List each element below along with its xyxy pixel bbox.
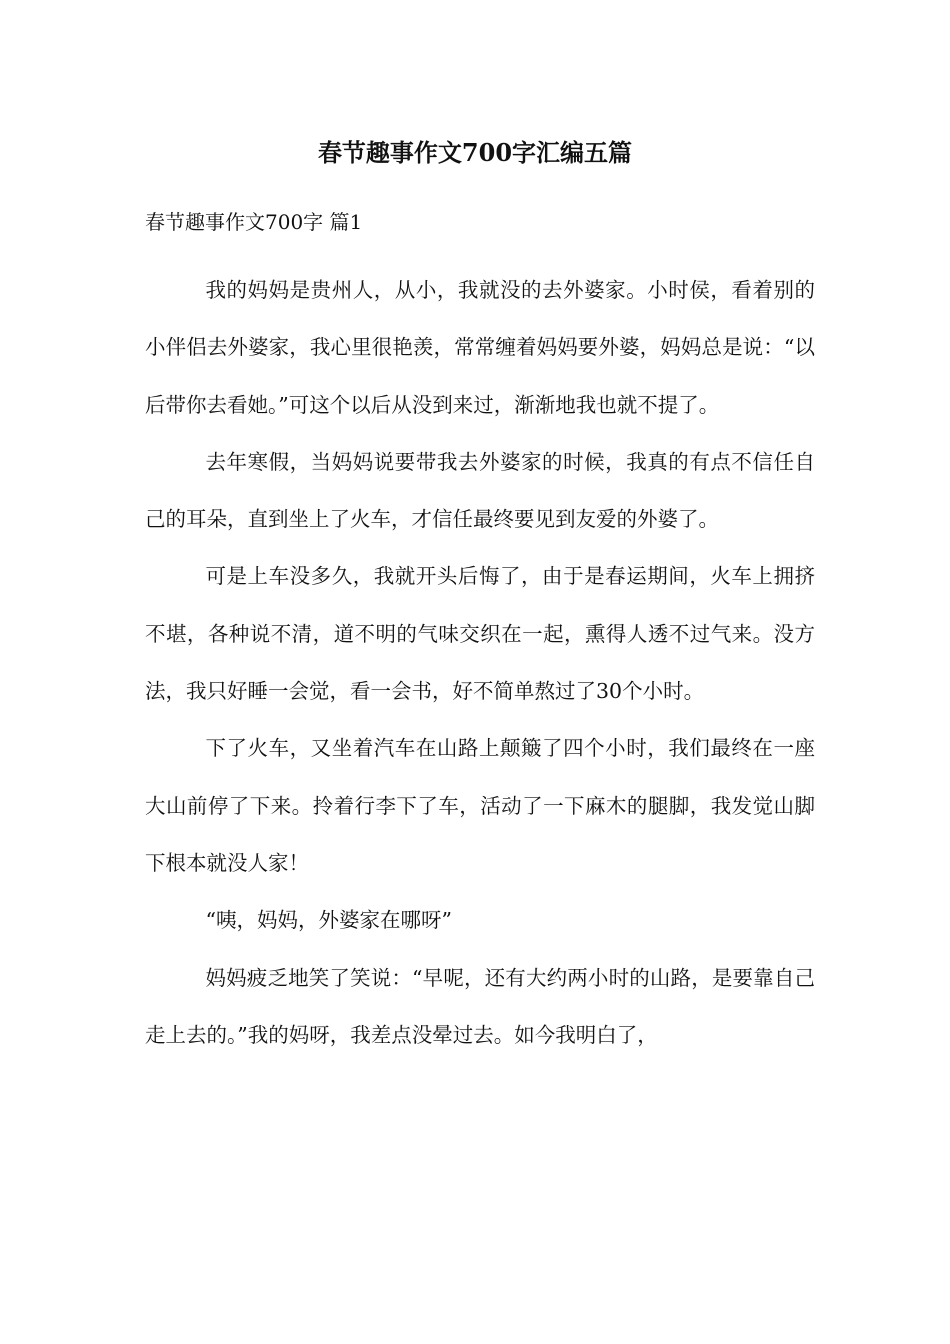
paragraph: 去年寒假，当妈妈说要带我去外婆家的时候，我真的有点不信任自己的耳朵，直到坐上了火车，才信任最终要见到友爱的外婆了。 [145,449,815,532]
article-body [145,262,815,1064]
document-title: 春节趣事作文700字汇编五篇 [317,138,633,167]
paragraph: 妈妈疲乏地笑了笑说：“早呢，还有大约两小时的山路，是要靠自己走上去的。”我的妈呀，我差点没晕过去。如今我明白了， [145,965,815,1047]
article-heading: 春节趣事作文700字 篇1 [145,210,363,234]
paragraph: 我的妈妈是贵州人，从小，我就没的去外婆家。小时侯，看着别的小伴侣去外婆家，我心里很艳羡，常常缠着妈妈要外婆，妈妈总是说：“以后带你去看她。”可这个以后从没到来过，渐渐地我也就不提了。 [145,278,815,417]
paragraph: 下了火车，又坐着汽车在山路上颠簸了四个小时，我们最终在一座大山前停了下来。拎着行李下了车，活动了一下麻木的腿脚，我发觉山脚下根本就没人家！ [145,736,815,875]
paragraph: “咦，妈妈，外婆家在哪呀” [205,908,452,933]
paragraph: 可是上车没多久，我就开头后悔了，由于是春运期间，火车上拥挤不堪，各种说不清，道不明的气味交织在一起，熏得人透不过气来。没方法，我只好睡一会觉，看一会书，好不简单熬过了30个小时。 [145,564,815,704]
